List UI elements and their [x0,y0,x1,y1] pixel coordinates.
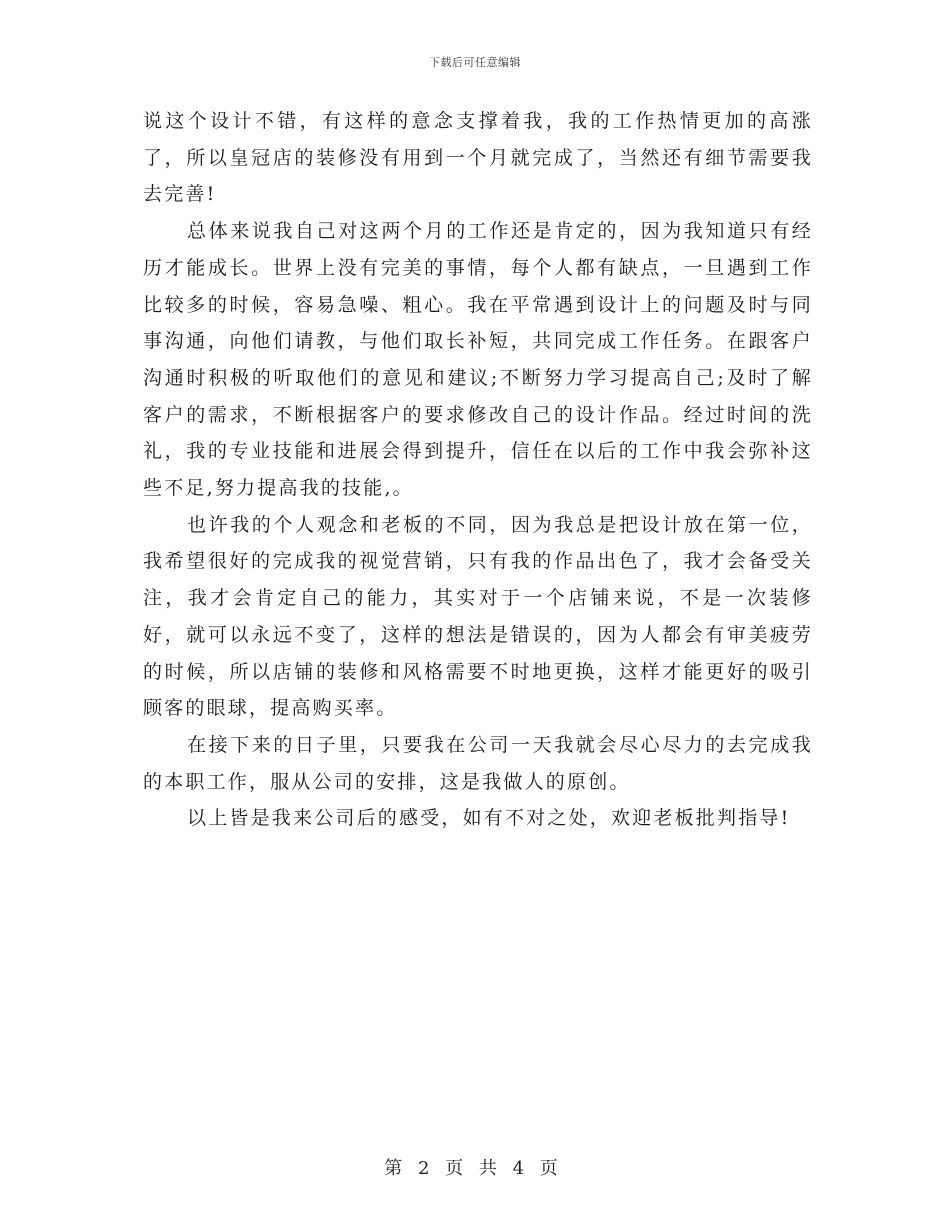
page-number-footer [0,1154,950,1180]
paragraph-closing: 以上皆是我来公司后的感受，如有不对之处，欢迎老板批判指导! [187,807,791,830]
total-page-number: 4 [512,1158,527,1179]
paragraph-summary: 总体来说我自己对这两个月的工作还是肯定的，因为我知道只有经历才能成长。世界上没有完美的事情，每个人都有缺点，一旦遇到工作比较多的时候，容易急噪、粗心。我在平常遇到设计上的问题及时与同事沟通，向他们请教，与他们取长补短，共同完成工作任务。在跟客户沟通时积极的听取他们的意见和建议;不断努力学习提高自己;及时了解客户的需求，不断根据客户的要求修改自己的设计作品。经过时间的洗礼，我的专业技能和进展会得到提升，信任在以后的工作中我会弥补这些不足,努力提高我的技能,。 [143,220,813,500]
footer-total-label: 页 [539,1158,560,1179]
footer-page-label: 页 [445,1158,466,1179]
footer-prefix: 第 [384,1158,405,1179]
document-body [143,103,813,837]
current-page-number: 2 [417,1158,432,1179]
paragraph-commitment: 在接下来的日子里，只要我在公司一天我就会尽心尽力的去完成我的本职工作，服从公司的安排，这是我做人的原创。 [143,733,813,793]
footer-total-prefix: 共 [478,1158,499,1179]
paragraph-continuation: 说这个设计不错，有这样的意念支撑着我，我的工作热情更加的高涨了，所以皇冠店的装修没有用到一个月就完成了，当然还有细节需要我去完善! [143,110,813,206]
paragraph-design-view: 也许我的个人观念和老板的不同，因为我总是把设计放在第一位，我希望很好的完成我的视觉营销，只有我的作品出色了，我才会备受关注，我才会肯定自己的能力，其实对于一个店铺来说，不是一次装修好，就可以永远不变了，这样的想法是错误的，因为人都会有审美疲劳的时候，所以店铺的装修和风格需要不时地更换，这样才能更好的吸引顾客的眼球，提高购买率。 [143,513,813,720]
page-header: 下载后可任意编辑 [429,56,521,69]
